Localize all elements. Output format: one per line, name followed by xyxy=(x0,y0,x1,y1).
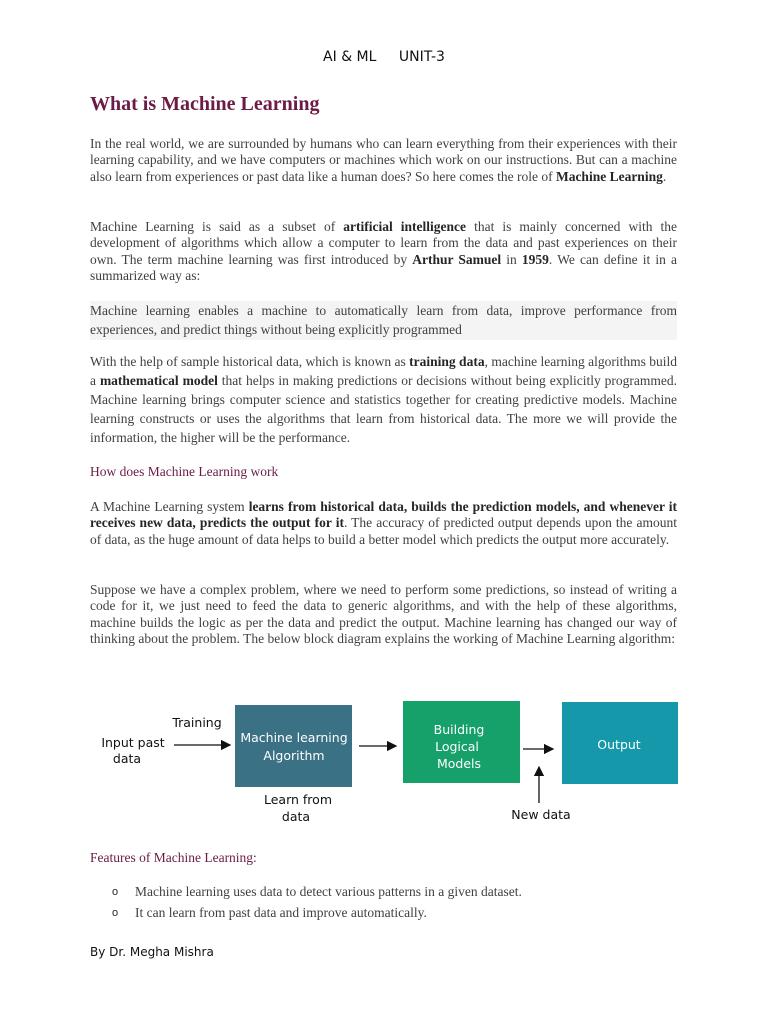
bold-term: 1959 xyxy=(521,251,549,267)
page-footer: By Dr. Megha Mishra xyxy=(90,945,214,959)
problem-paragraph: Suppose we have a complex problem, where we need to perform some predictions, so instead of writing a code for it, we just need to feed the data to generic algorithms, and with the help of these algorithms, machine builds the logic as per the data and predict the output. Machine learning has changed our way of thinking about the problem. The below block diagram explains the working of Machine Learning algorithm: xyxy=(90,582,677,646)
models-line2: Logical xyxy=(435,739,479,754)
features-list xyxy=(90,884,522,926)
subset-paragraph: Machine Learning is said as a subset of artificial intelligence that is mainly concerned with the development of algorithms which allow a computer to learn from the data and past experiences on their own. The term machine learning was first introduced by Arthur Samuel in 1959. We can define it in a summarized way as: xyxy=(90,219,677,283)
bold-term: Arthur Samuel xyxy=(412,251,502,267)
bullet-icon: o xyxy=(112,886,119,898)
bullet-icon: o xyxy=(112,907,119,919)
models-line1: Building xyxy=(433,722,485,737)
list-item: o Machine learning uses data to detect various patterns in a given dataset. xyxy=(112,884,522,899)
learn-label-line2: data xyxy=(281,809,311,824)
list-item: o It can learn from past data and improve automatically. xyxy=(112,905,427,920)
page-title: What is Machine Learning xyxy=(90,93,320,115)
input-label-line1: Input past xyxy=(101,735,165,750)
header-subject: AI & ML xyxy=(323,49,377,65)
algorithm-line1: Machine learning xyxy=(240,730,348,745)
bold-term: learns from historical data, builds the prediction models, and whenever it receives new data, predicts the output for it xyxy=(90,499,677,531)
header-unit: UNIT-3 xyxy=(398,49,445,65)
algorithm-box xyxy=(235,705,352,787)
algorithm-line2: Algorithm xyxy=(263,748,325,763)
bold-term: Machine Learning xyxy=(555,168,663,184)
bold-term: mathematical model xyxy=(99,373,218,388)
subheading-features: Features of Machine Learning: xyxy=(90,850,257,865)
intro-paragraph: In the real world, we are surrounded by humans who can learn everything from their experiences with their learning capability, and we have computers or machines which work on our instructions. But can a machine also learn from experiences or past data like a human does? So here comes the role of Machine Learning. xyxy=(90,136,677,184)
input-label-line2: data xyxy=(112,751,142,766)
models-line3: Models xyxy=(436,756,482,771)
new-data-label: New data xyxy=(511,807,571,822)
definition-box: Machine learning enables a machine to automatically learn from data, improve performance from experiences, and predict things without being explicitly programmed xyxy=(90,301,677,340)
training-data-paragraph: With the help of sample historical data, which is known as training data, machine learning algorithms build a mathematical model that helps in making predictions or decisions without being explicitly programmed. Machine learning brings computer science and statistics together for creating predictive models. Machine learning constructs or uses the algorithms that learn from historical data. The more we will provide the information, the higher will be the performance. xyxy=(90,354,678,445)
output-label: Output xyxy=(597,737,641,752)
ml-block-diagram xyxy=(90,690,680,830)
bold-term: training data xyxy=(409,354,485,369)
bold-term: artificial intelligence xyxy=(343,219,467,234)
subheading-how-it-works: How does Machine Learning work xyxy=(90,464,279,479)
page-header xyxy=(0,49,768,65)
system-paragraph: A Machine Learning system learns from historical data, builds the prediction models, and whenever it receives new data, predicts the output for it. The accuracy of predicted output depends upon the amount of data, as the huge amount of data helps to build a better model which predicts the output more accurately. xyxy=(90,499,677,547)
learn-label-line1: Learn from xyxy=(264,792,332,807)
training-label: Training xyxy=(172,715,222,730)
